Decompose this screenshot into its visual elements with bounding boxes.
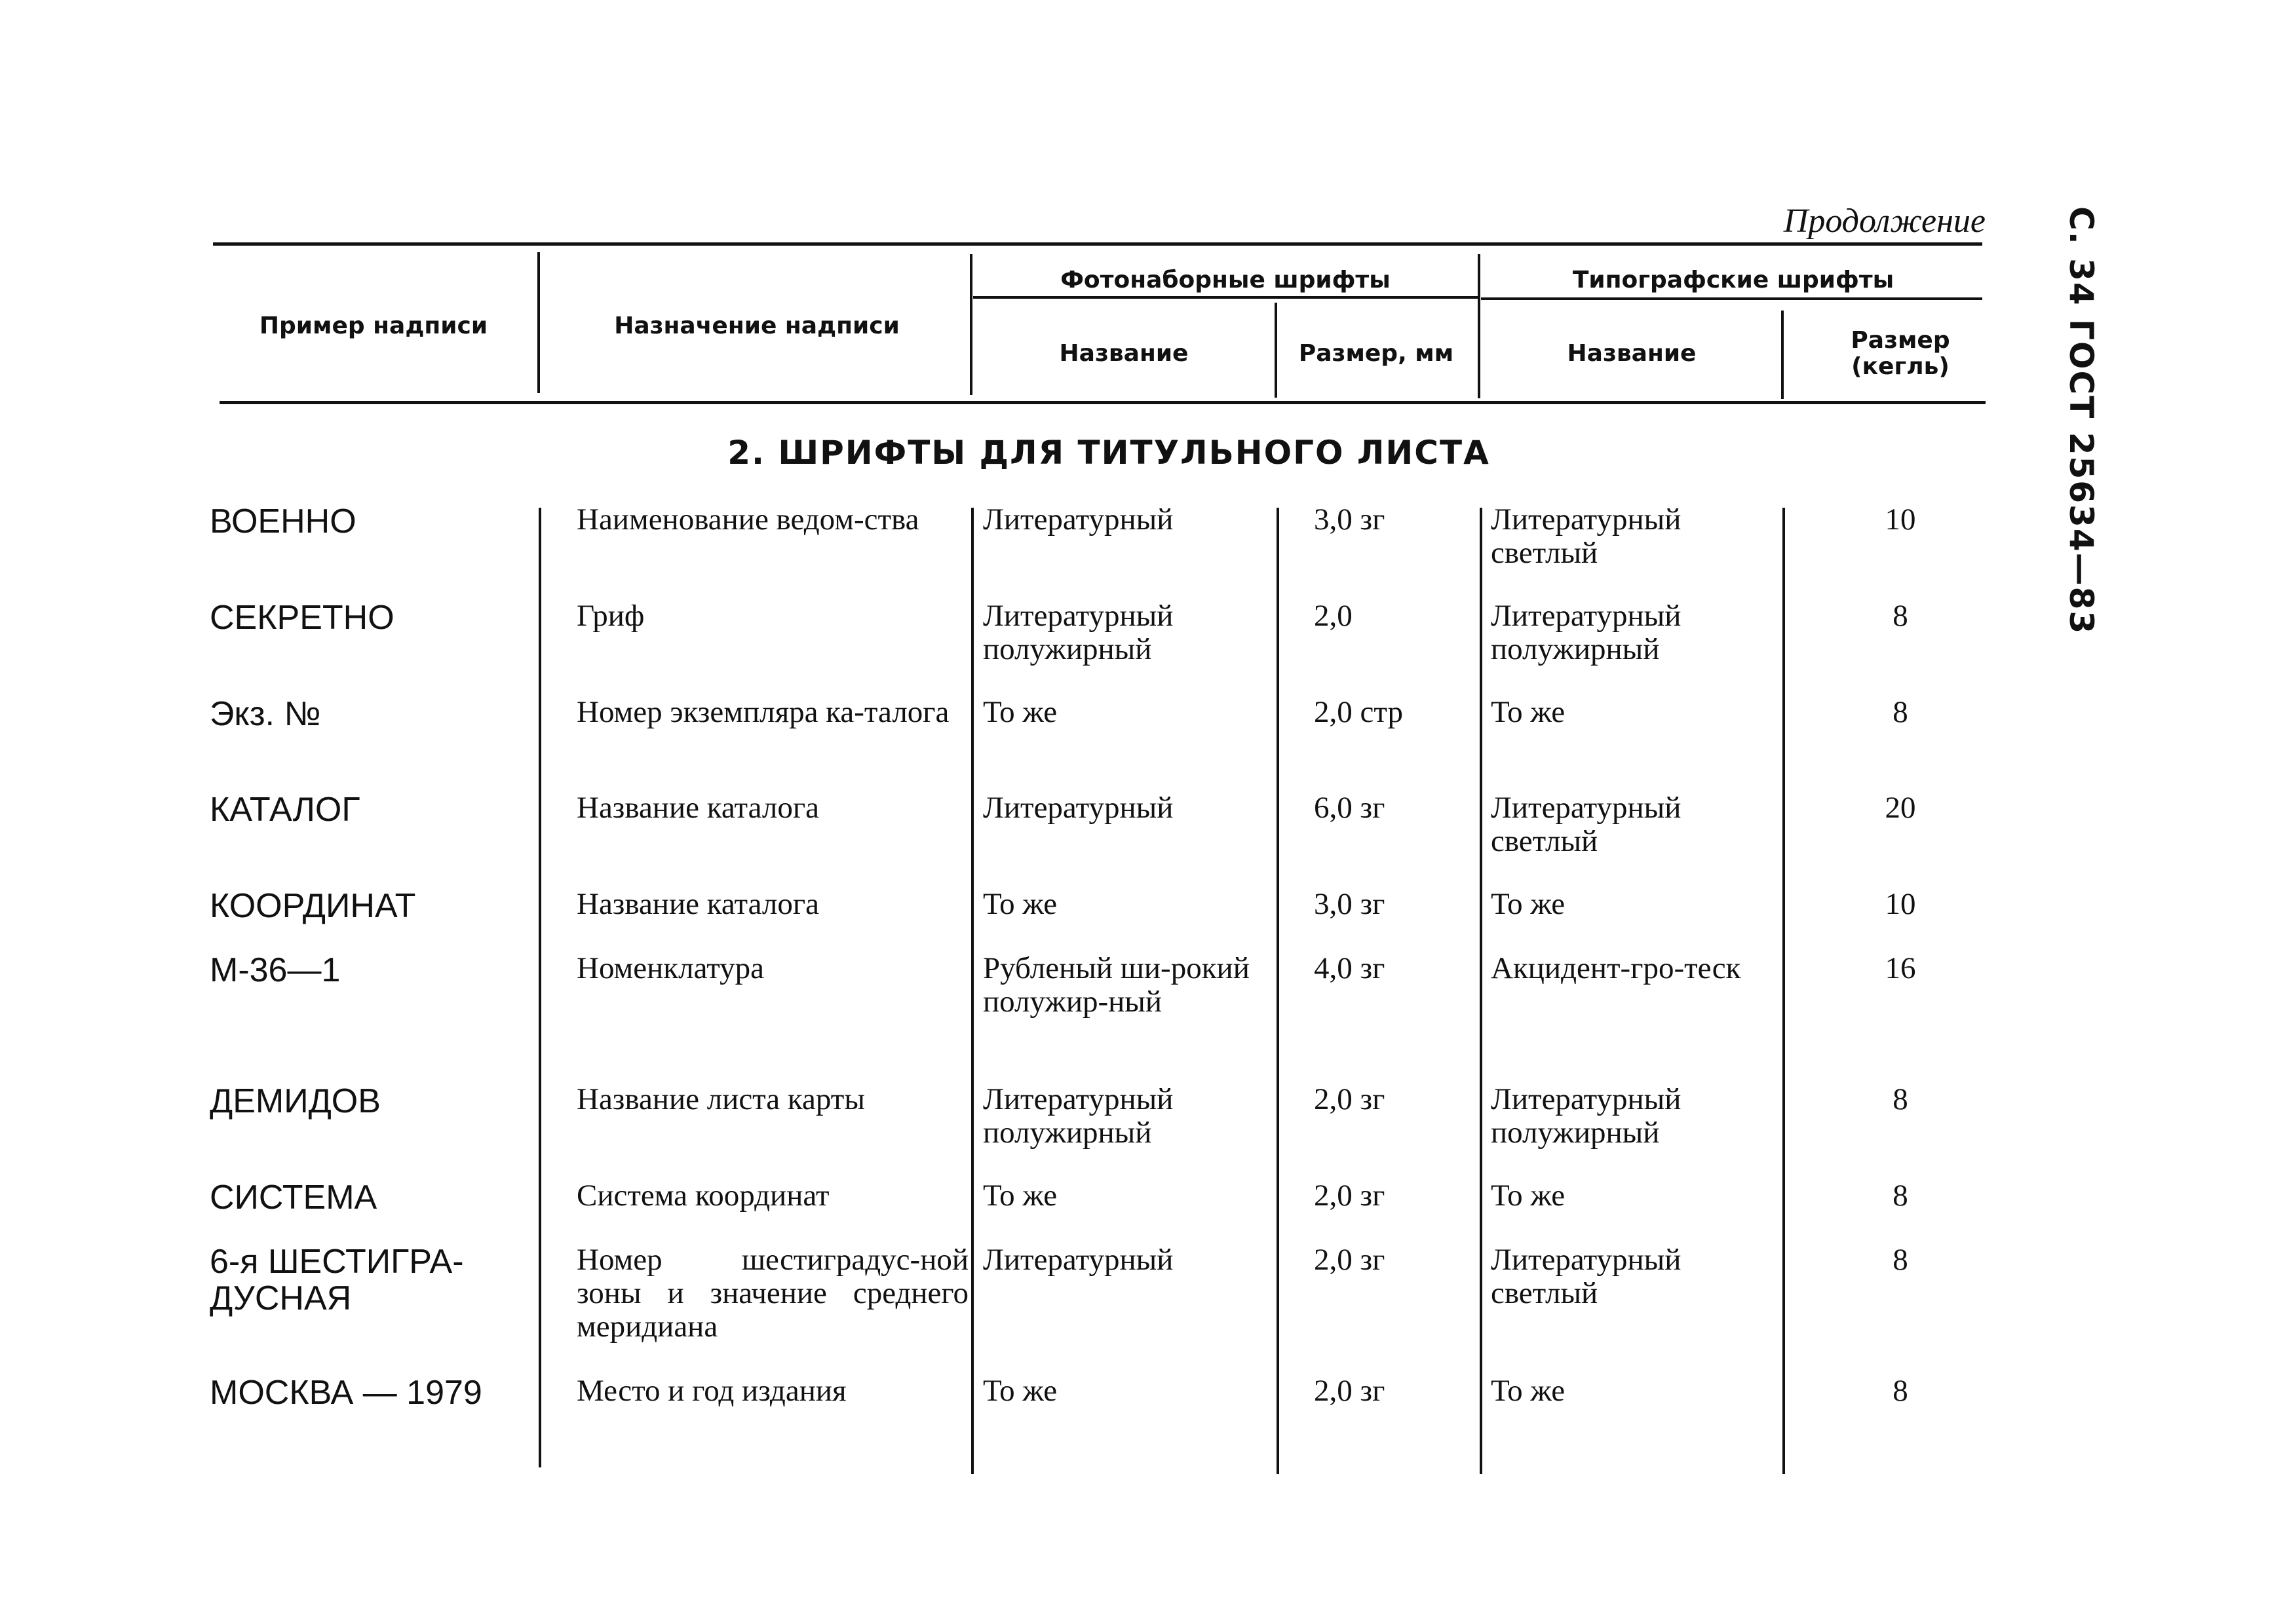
- header-typo-group: Типографские шрифты: [1572, 267, 1894, 293]
- example-cell: МОСКВА — 1979: [210, 1374, 482, 1412]
- header-divider-2: [970, 254, 972, 395]
- photo-size-cell: 4,0 зг: [1314, 951, 1385, 985]
- photo-size-cell: 2,0 зг: [1314, 1179, 1385, 1213]
- typo-size-cell: 10: [1885, 887, 1916, 921]
- header-typo-size: Размер (кегль): [1851, 327, 1950, 380]
- purpose-cell: Номенклатура: [577, 951, 765, 985]
- photo-size-cell: 2,0 зг: [1314, 1374, 1385, 1408]
- typo-name-cell: Литературный полужирный: [1491, 1082, 1682, 1150]
- typo-size-cell: 8: [1893, 1082, 1908, 1116]
- photo-name-cell: Литературный: [983, 1243, 1174, 1277]
- typo-size-cell: 8: [1893, 1243, 1908, 1277]
- typo-name-cell: То же: [1491, 1179, 1566, 1213]
- typo-name-cell: Литературный светлый: [1491, 1243, 1682, 1310]
- photo-size-cell: 3,0 зг: [1314, 502, 1385, 537]
- photo-size-cell: 2,0 стр: [1314, 695, 1403, 729]
- photo-name-cell: То же: [983, 887, 1058, 921]
- header-bottom-rule: [220, 401, 1986, 404]
- example-cell: СЕКРЕТНО: [210, 599, 394, 637]
- typo-size-cell: 8: [1893, 1374, 1908, 1408]
- photo-name-cell: Литературный полужирный: [983, 599, 1174, 666]
- photo-name-cell: Рубленый ши-рокий полужир-ный: [983, 951, 1250, 1019]
- section-title: 2. ШРИФТЫ ДЛЯ ТИТУЛЬНОГО ЛИСТА: [727, 434, 1490, 472]
- typo-name-cell: Акцидент-гро-теск: [1491, 951, 1741, 985]
- photo-size-cell: 2,0 зг: [1314, 1243, 1385, 1277]
- example-cell: ДЕМИДОВ: [210, 1082, 381, 1120]
- example-cell: СИСТЕМА: [210, 1179, 377, 1217]
- header-example: Пример надписи: [259, 312, 488, 339]
- photo-size-cell: 2,0 зг: [1314, 1082, 1385, 1116]
- purpose-cell: Название каталога: [577, 887, 819, 921]
- typo-name-cell: Литературный светлый: [1491, 502, 1682, 570]
- typo-name-cell: Литературный полужирный: [1491, 599, 1682, 666]
- header-photo-group: Фотонаборные шрифты: [1060, 267, 1391, 293]
- purpose-cell: Название листа карты: [577, 1082, 865, 1116]
- body-divider-2: [971, 508, 974, 1474]
- photo-name-cell: Литературный: [983, 791, 1174, 825]
- photo-name-cell: То же: [983, 1179, 1058, 1213]
- body-divider-1: [539, 508, 541, 1467]
- typo-size-cell: 20: [1885, 791, 1916, 825]
- photo-group-rule: [973, 296, 1478, 299]
- header-photo-name: Название: [1059, 340, 1189, 367]
- example-cell: ВОЕННО: [210, 502, 356, 540]
- header-purpose: Назначение надписи: [614, 312, 900, 339]
- header-divider-3: [1275, 303, 1277, 398]
- body-divider-3: [1277, 508, 1279, 1474]
- purpose-cell: Система координат: [577, 1179, 830, 1213]
- header-divider-5: [1781, 311, 1784, 399]
- purpose-cell: Номер шестиградус-ной зоны и значение среднего меридиана: [577, 1243, 969, 1344]
- purpose-cell: Гриф: [577, 599, 645, 633]
- typo-name-cell: Литературный светлый: [1491, 791, 1682, 858]
- photo-size-cell: 3,0 зг: [1314, 887, 1385, 921]
- example-cell: 6-я ШЕСТИГРА-ДУСНАЯ: [210, 1243, 464, 1318]
- photo-name-cell: То же: [983, 1374, 1058, 1408]
- header-top-rule: [213, 242, 1982, 246]
- typo-name-cell: То же: [1491, 695, 1566, 729]
- photo-name-cell: Литературный полужирный: [983, 1082, 1174, 1150]
- header-typo-name: Название: [1567, 340, 1697, 367]
- photo-name-cell: Литературный: [983, 502, 1174, 537]
- photo-size-cell: 6,0 зг: [1314, 791, 1385, 825]
- purpose-cell: Наименование ведом-ства: [577, 502, 919, 537]
- header-photo-size: Размер, мм: [1298, 340, 1454, 367]
- example-cell: КООРДИНАТ: [210, 887, 416, 925]
- example-cell: КАТАЛОГ: [210, 791, 360, 829]
- purpose-cell: Номер экземпляра ка-талога: [577, 695, 950, 729]
- typo-size-cell: 16: [1885, 951, 1916, 985]
- typo-size-cell: 8: [1893, 695, 1908, 729]
- example-cell: Экз. №: [210, 695, 321, 733]
- body-divider-5: [1782, 508, 1785, 1474]
- typo-name-cell: То же: [1491, 887, 1566, 921]
- photo-name-cell: То же: [983, 695, 1058, 729]
- photo-size-cell: 2,0: [1314, 599, 1353, 633]
- typo-size-cell: 10: [1885, 502, 1916, 537]
- typo-group-rule: [1481, 297, 1982, 300]
- header-divider-1: [537, 252, 540, 393]
- example-cell: М-36—1: [210, 951, 341, 989]
- purpose-cell: Название каталога: [577, 791, 819, 825]
- typo-size-cell: 8: [1893, 599, 1908, 633]
- typo-name-cell: То же: [1491, 1374, 1566, 1408]
- purpose-cell: Место и год издания: [577, 1374, 847, 1408]
- body-divider-4: [1480, 508, 1482, 1474]
- page-label: С. 34 ГОСТ 25634—83: [2062, 206, 2100, 635]
- typo-size-cell: 8: [1893, 1179, 1908, 1213]
- continuation-label: Продолжение: [1783, 202, 1986, 240]
- header-divider-4: [1478, 254, 1480, 398]
